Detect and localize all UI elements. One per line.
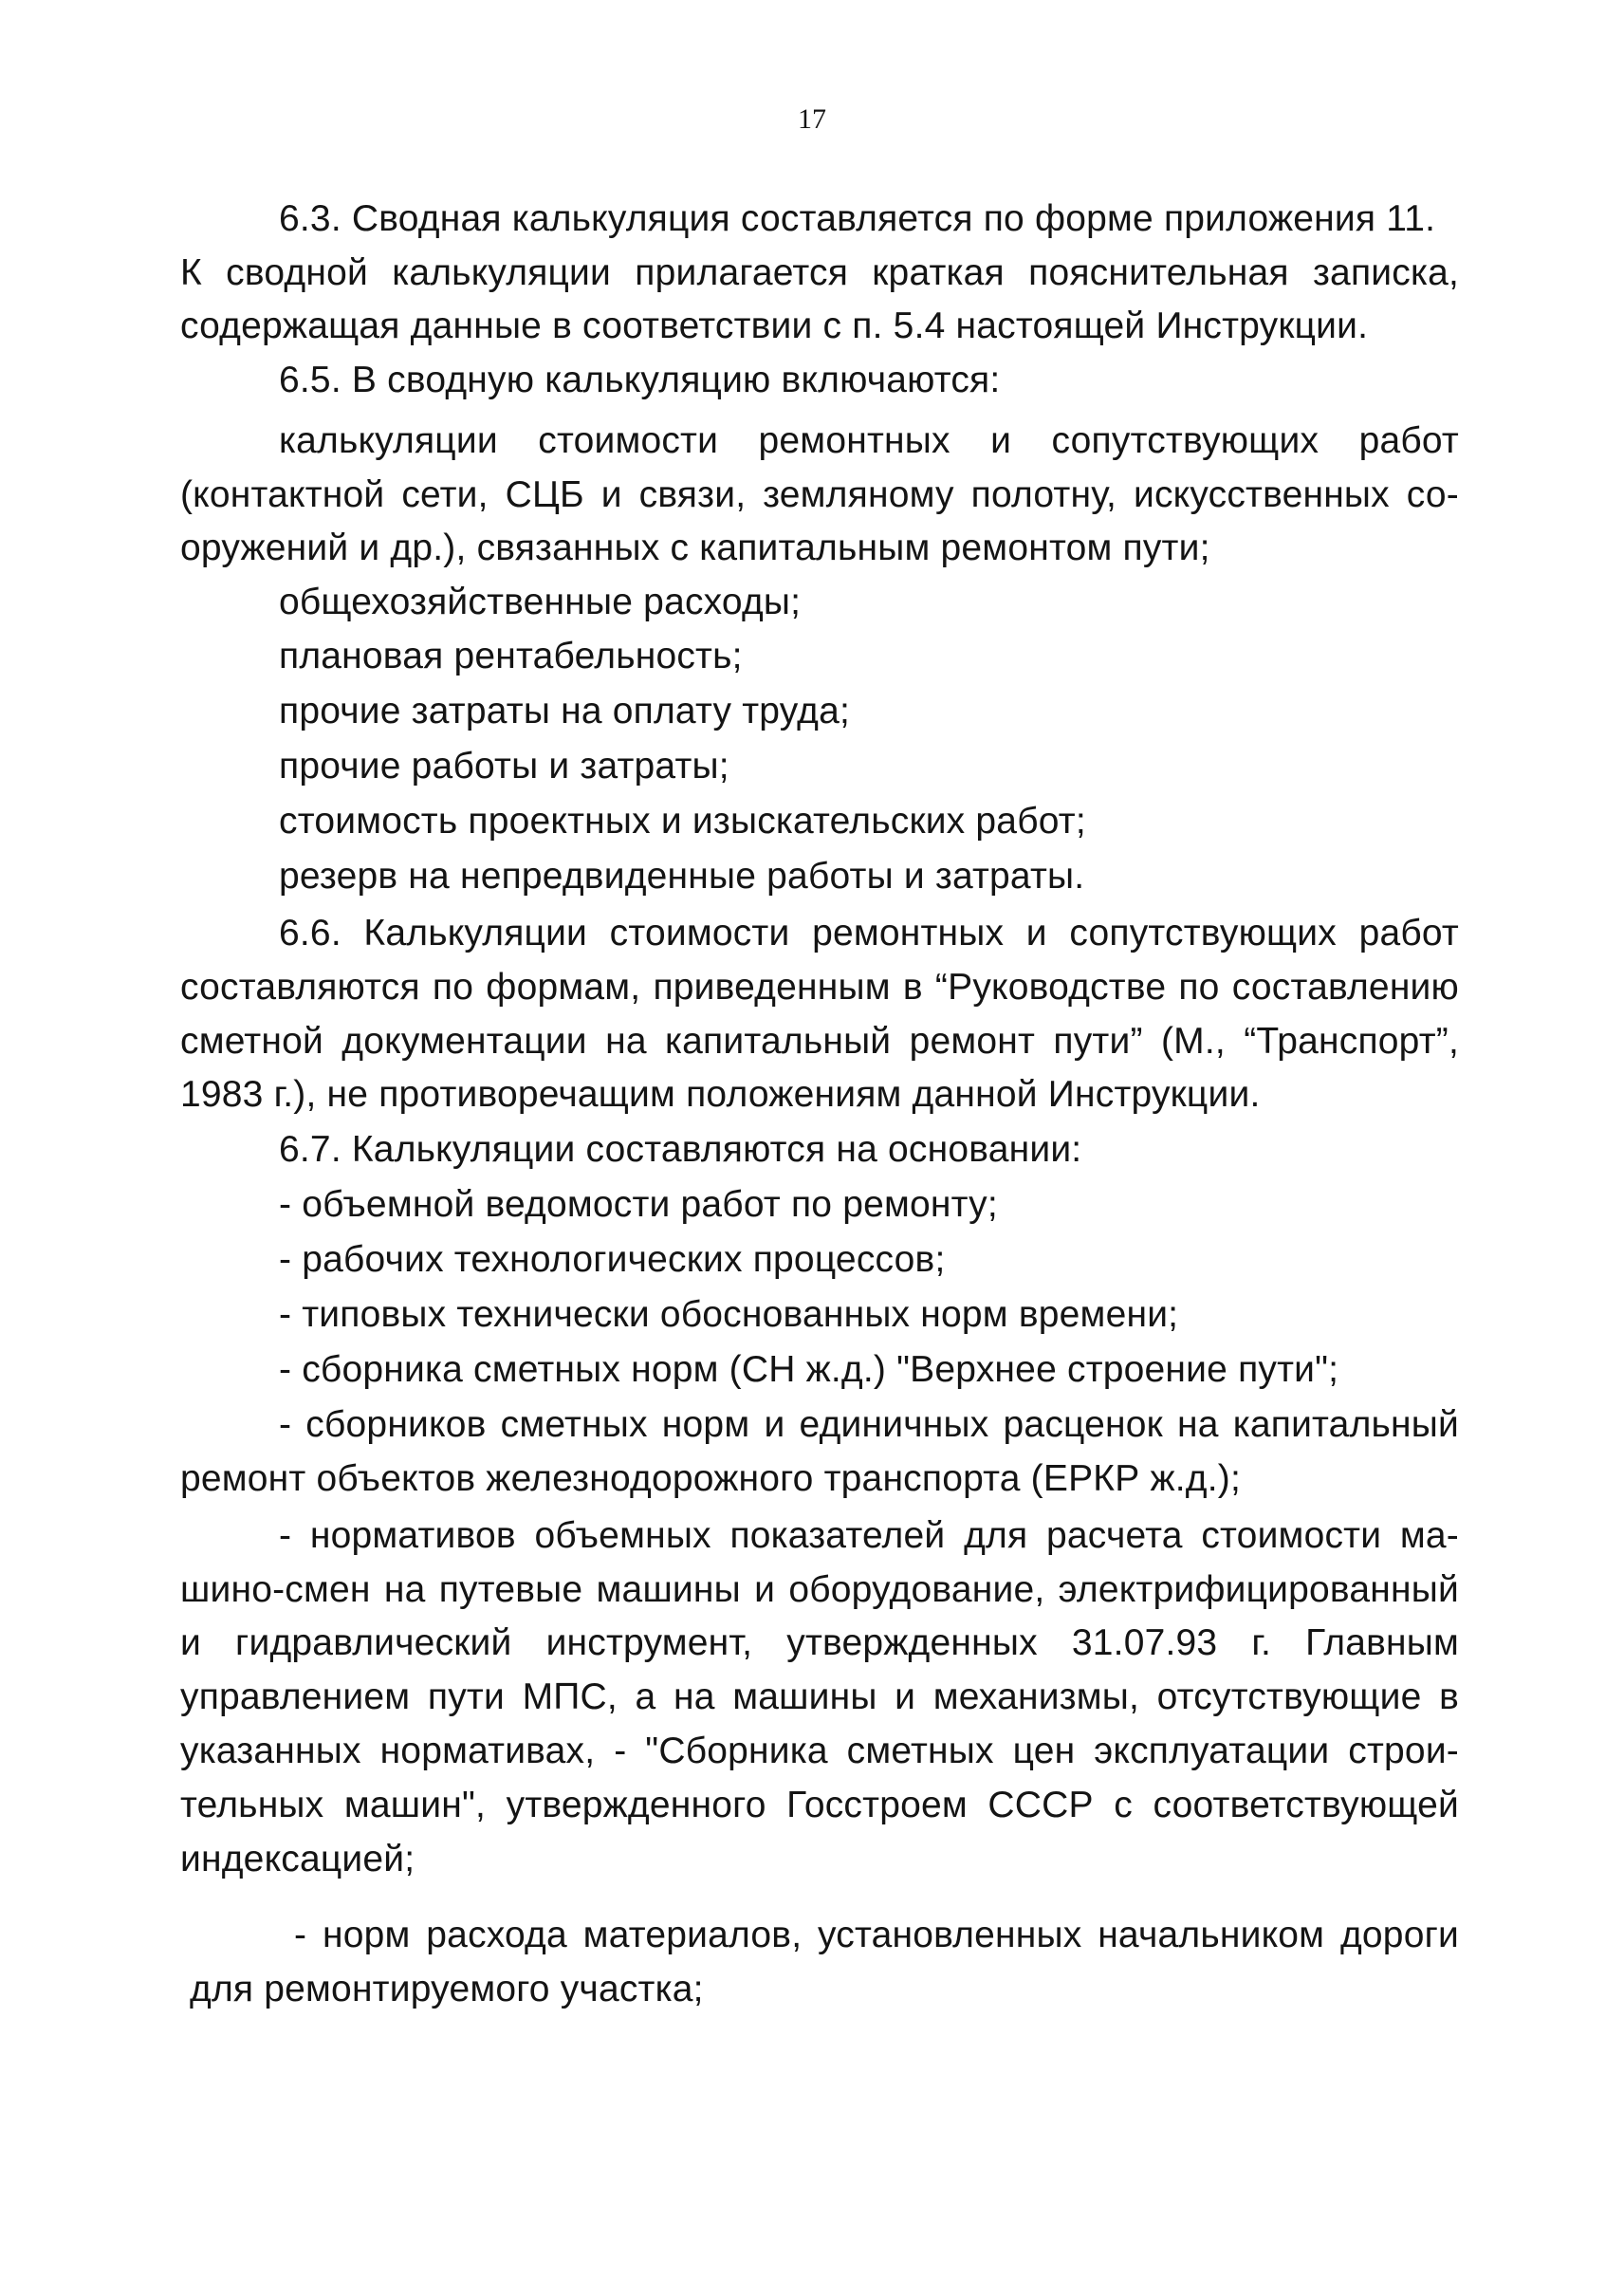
text-line: 6.6. Калькуляции стоимости ремонтных и сопутствующих работ: [279, 913, 1459, 954]
text-line: ремонт объектов железнодорожного транспорта (ЕРКР ж.д.);: [180, 1458, 1241, 1499]
text-line: для ремонтируемого участка;: [190, 1969, 704, 2009]
text-line: стоимость проектных и изыскательских работ;: [279, 801, 1086, 842]
text-line: 1983 г.), не противоречащим положениям данной Инструкции.: [180, 1074, 1261, 1115]
text-line: управлением пути МПС, а на машины и механизмы, отсутствующие в: [180, 1676, 1459, 1717]
text-line: составляются по формам, приведенным в “Руководстве по составлению: [180, 967, 1459, 1008]
text-line: - сборника сметных норм (СН ж.д.) "Верхнее строение пути";: [279, 1349, 1339, 1390]
text-line: шино-смен на путевые машины и оборудование, электрифицированный: [180, 1569, 1459, 1610]
text-line: калькуляции стоимости ремонтных и сопутствующих работ: [279, 420, 1459, 461]
text-line: - норм расхода материалов, установленных начальником дороги: [294, 1915, 1459, 1955]
text-line: общехозяйственные расходы;: [279, 582, 802, 622]
text-line: указанных нормативах, - "Сборника сметных цен эксплуатации строи-: [180, 1731, 1459, 1771]
text-line: К сводной калькуляции прилагается краткая пояснительная записка,: [180, 252, 1459, 293]
text-line: - нормативов объемных показателей для расчета стоимости ма-: [279, 1515, 1459, 1556]
text-line: (контактной сети, СЦБ и связи, земляному полотну, искусственных со-: [180, 474, 1459, 515]
text-line: плановая рентабельность;: [279, 636, 743, 676]
text-line: 6.3. Сводная калькуляция составляется по форме приложения 11.: [279, 198, 1436, 239]
text-line: сметной документации на капитальный ремонт пути” (М., “Транспорт”,: [180, 1021, 1459, 1062]
page-number: 17: [798, 103, 826, 135]
text-line: - сборников сметных норм и единичных расценок на капитальный: [279, 1404, 1459, 1445]
text-line: - объемной ведомости работ по ремонту;: [279, 1184, 998, 1225]
text-line: содержащая данные в соответствии с п. 5.4 настоящей Инструкции.: [180, 306, 1369, 346]
text-line: тельных машин", утвержденного Госстроем СССР с соответствующей: [180, 1785, 1459, 1825]
text-line: прочие затраты на оплату труда;: [279, 691, 850, 731]
text-line: 6.7. Калькуляции составляются на основании:: [279, 1129, 1082, 1170]
text-line: - рабочих технологических процессов;: [279, 1239, 946, 1280]
text-line: - типовых технически обоснованных норм времени;: [279, 1294, 1179, 1335]
text-line: резерв на непредвиденные работы и затраты.: [279, 856, 1085, 897]
text-line: прочие работы и затраты;: [279, 746, 729, 787]
text-line: индексацией;: [180, 1839, 415, 1879]
text-line: оружений и др.), связанных с капитальным ремонтом пути;: [180, 528, 1210, 568]
text-line: 6.5. В сводную калькуляцию включаются:: [279, 360, 1001, 400]
text-line: и гидравлический инструмент, утвержденных 31.07.93 г. Главным: [180, 1622, 1459, 1663]
